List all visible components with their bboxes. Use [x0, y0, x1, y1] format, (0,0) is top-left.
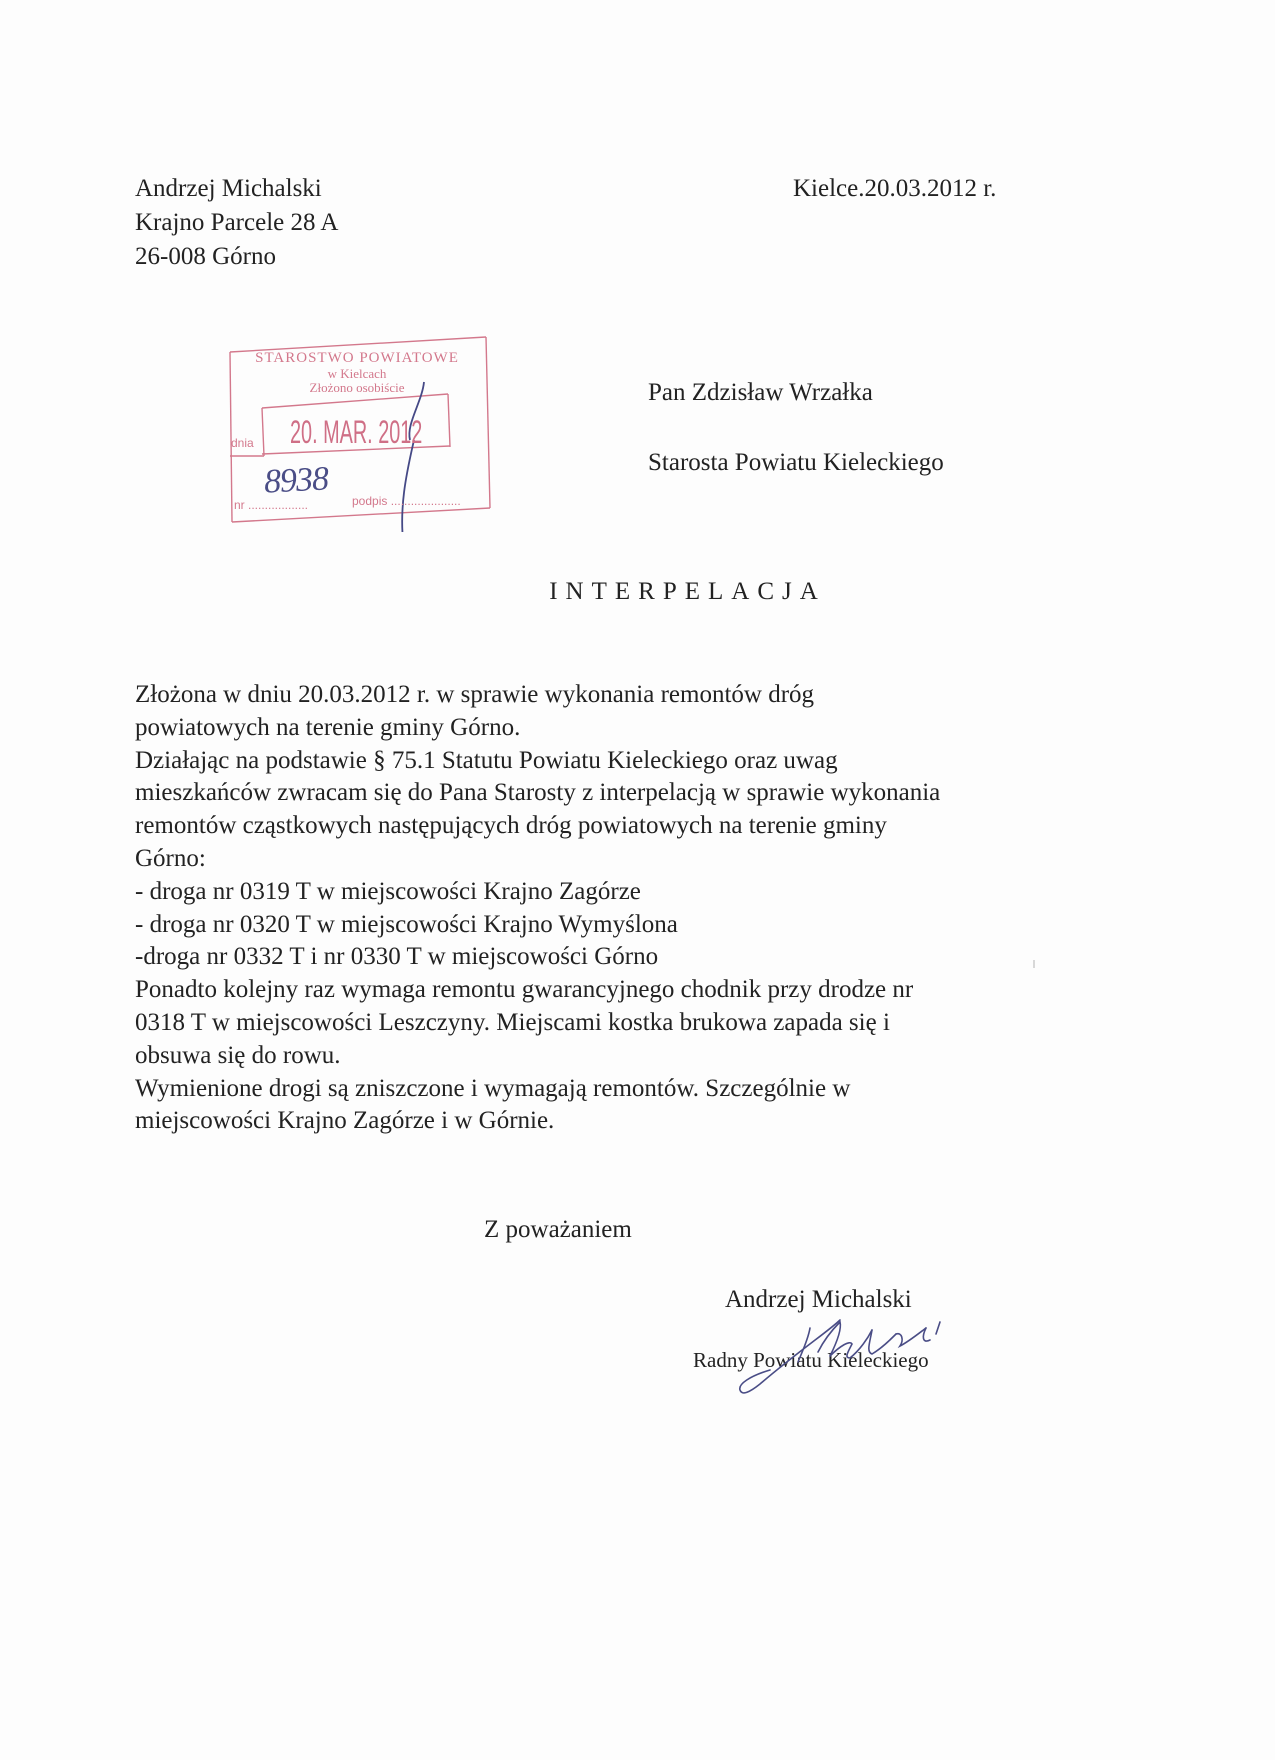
body-line: miejscowości Krajno Zagórze i w Górnie. — [135, 1107, 555, 1135]
body-line: Wymienione drogi są zniszczone i wymagają remontów. Szczególnie w — [135, 1074, 851, 1102]
stamp-date: 20. MAR. 2012 — [290, 414, 423, 450]
body-line: powiatowych na terenie gminy Górno. — [135, 713, 521, 741]
document-title: INTERPELACJA — [549, 578, 826, 605]
addressee-title: Starosta Powiatu Kieleckiego — [648, 449, 944, 476]
stamp-nr-label: nr .................. — [234, 498, 309, 512]
sender-address-line2: 26-008 Górno — [135, 243, 276, 270]
letter-date: Kielce.20.03.2012 r. — [793, 175, 997, 202]
sender-block — [135, 172, 338, 274]
body-text — [135, 679, 1035, 1138]
stamp-note: Złożono osobiście — [309, 380, 405, 395]
scan-speck — [1033, 960, 1035, 968]
body-line: mieszkańców zwracam się do Pana Starosty z interpelacją w sprawie wykonania — [135, 779, 941, 807]
body-line: Działając na podstawie § 75.1 Statutu Powiatu Kieleckiego oraz uwag — [135, 746, 838, 774]
body-line: Złożona w dniu 20.03.2012 r. w sprawie wykonania remontów dróg — [135, 681, 815, 708]
stamp-handwritten-number: 8938 — [263, 460, 329, 501]
sender-address-line1: Krajno Parcele 28 A — [135, 209, 339, 236]
signatory-name: Andrzej Michalski — [725, 1286, 912, 1313]
closing-salutation: Z poważaniem — [484, 1216, 632, 1243]
body-line: obsuwa się do rowu. — [135, 1041, 341, 1069]
stamp-office-name: STAROSTWO POWIATOWE — [255, 350, 459, 366]
signatory-title: Radny Powiatu Kieleckiego — [693, 1348, 929, 1372]
stamp-podpis-label: podpis ..................... — [352, 494, 461, 508]
body-line: - droga nr 0320 T w miejscowości Krajno Wymyślona — [135, 910, 678, 938]
stamp-dnia-label: dnia — [231, 436, 254, 450]
body-line: 0318 T w miejscowości Leszczyny. Miejscami kostka brukowa zapada się i — [135, 1008, 890, 1036]
body-line: Ponadto kolejny raz wymaga remontu gwarancyjnego chodnik przy drodze nr — [135, 976, 914, 1004]
body-line: Górno: — [135, 844, 206, 872]
sender-name: Andrzej Michalski — [135, 175, 322, 202]
office-stamp — [228, 332, 496, 524]
handwritten-signature — [690, 1300, 960, 1400]
addressee-name: Pan Zdzisław Wrzałka — [648, 379, 873, 406]
body-line: - droga nr 0319 T w miejscowości Krajno Zagórze — [135, 877, 641, 905]
body-line: remontów cząstkowych następujących dróg powiatowych na terenie gminy — [135, 812, 887, 840]
stamp-city: w Kielcach — [327, 366, 387, 381]
body-line: -droga nr 0332 T i nr 0330 T w miejscowości Górno — [135, 943, 659, 971]
addressee-block — [648, 376, 944, 480]
